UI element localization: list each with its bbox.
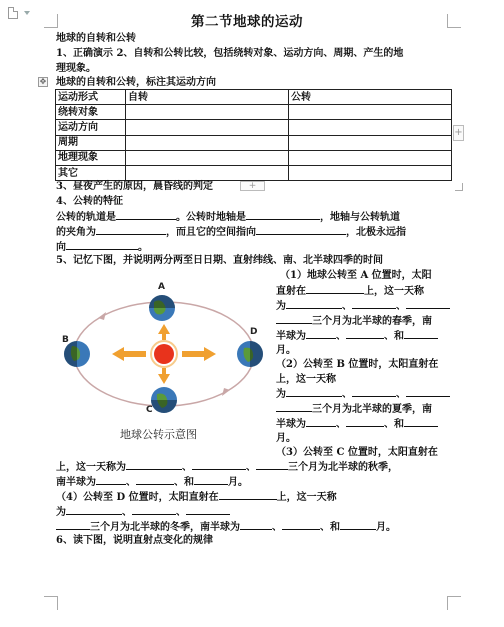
table-row-label[interactable]: 绕转对象 [56, 105, 126, 120]
arrow-left-icon [112, 347, 146, 361]
part-4-line-2: 为 、 、 [56, 504, 230, 520]
earth-a-icon [149, 295, 175, 321]
table-row [56, 135, 452, 150]
blank[interactable] [116, 209, 176, 220]
part-3-line-1: （3）公转至 C 位置时，太阳直射在 [276, 447, 438, 458]
blank[interactable] [306, 416, 336, 427]
part-2-line-6: 月。 [276, 433, 296, 444]
part-1-line-5: 半球为 、 、和 [276, 328, 438, 344]
part-2-line-1: （2）公转至 B 位置时，太阳直射在 [276, 359, 439, 370]
table-row [56, 105, 452, 120]
rotation-revolution-table [55, 89, 452, 181]
part-1-line-4: 三个月为北半球的春季，南 [276, 313, 432, 329]
question-6: 6、读下图，说明直射点变化的规律 [56, 535, 213, 546]
label-b: B [62, 335, 69, 345]
arrow-down-icon [158, 368, 170, 384]
section-heading: 地球的自转和公转 [56, 33, 136, 44]
question-4-line-3: 向 。 [56, 239, 148, 255]
arrow-right-icon [182, 347, 216, 361]
blank[interactable] [126, 459, 182, 470]
revolution-diagram [58, 272, 276, 448]
table-intro: 地球的自转和公转，标注其运动方向 [56, 77, 216, 88]
question-4-line-1: 公转的轨道是 。公转时地轴是 ，地轴与公转轨道 [56, 209, 400, 225]
blank[interactable] [240, 519, 272, 530]
blank[interactable] [352, 386, 396, 397]
blank[interactable] [346, 416, 384, 427]
part-2-line-2: 上，这一天称 [276, 374, 336, 385]
blank[interactable] [136, 474, 174, 485]
blank[interactable] [404, 416, 438, 427]
blank[interactable] [340, 519, 376, 530]
blank[interactable] [219, 489, 277, 500]
question-4-line-2: 的夹角为 ，而且它的空间指向 ，北极永远指 [56, 224, 406, 240]
blank[interactable] [246, 209, 320, 220]
table-cell[interactable] [289, 165, 452, 180]
blank[interactable] [66, 239, 138, 250]
part-1-line-2: 直射在 上，这一天称 [276, 283, 424, 299]
blank[interactable] [406, 386, 450, 397]
blank[interactable] [192, 459, 246, 470]
page-title: 第二节地球的运动 [191, 14, 303, 30]
table-header-cell[interactable]: 公转 [289, 90, 452, 105]
table-cell[interactable] [126, 135, 289, 150]
sun-icon [154, 344, 174, 364]
table-row [56, 120, 452, 135]
table-row-label[interactable]: 运动方向 [56, 120, 126, 135]
blank[interactable] [286, 298, 342, 309]
crop-mark-bottom-right [447, 596, 461, 610]
blank[interactable] [66, 504, 122, 515]
table-header-cell[interactable]: 运动形式 [56, 90, 126, 105]
blank[interactable] [96, 474, 126, 485]
add-row-button[interactable]: + [240, 181, 265, 191]
blank[interactable] [404, 328, 438, 339]
crop-mark-bottom-left [44, 596, 58, 610]
table-move-handle[interactable]: ✥ [39, 77, 47, 86]
crop-mark-top-left [44, 14, 58, 28]
blank[interactable] [256, 459, 288, 470]
part-2-line-4: 三个月为北半球的夏季，南 [276, 401, 432, 417]
blank[interactable] [276, 401, 312, 412]
blank[interactable] [194, 474, 228, 485]
table-header-row [56, 90, 452, 105]
blank[interactable] [306, 328, 336, 339]
blank[interactable] [132, 504, 176, 515]
question-5: 5、记忆下图，并说明两分两至日日期、直射纬线、南、北半球四季的时间 [56, 255, 383, 266]
table-row [56, 150, 452, 165]
table-row-label[interactable]: 其它 [56, 165, 126, 180]
blank[interactable] [256, 224, 346, 235]
table-cell[interactable] [289, 120, 452, 135]
part-2-line-3: 为 、 、 [276, 386, 450, 402]
orbit-arrow-icon [98, 312, 106, 320]
document-icon [8, 7, 18, 19]
blank[interactable] [282, 519, 320, 530]
table-row-label[interactable]: 地理现象 [56, 150, 126, 165]
part-4-line-1: （4）公转至 D 位置时，太阳直射在 上，这一天称 [56, 489, 337, 505]
label-d: D [250, 327, 258, 337]
blank[interactable] [306, 283, 364, 294]
table-cell[interactable] [126, 150, 289, 165]
question-3: 3、昼夜产生的原因，晨昏线的判定 [56, 181, 213, 192]
part-1-line-1: （1）地球公转至 A 位置时，太阳 [280, 270, 432, 281]
table-cell[interactable] [289, 150, 452, 165]
table-cell[interactable] [126, 120, 289, 135]
part-2-line-5: 半球为 、 、和 [276, 416, 438, 432]
table-cell[interactable] [289, 105, 452, 120]
dropdown-caret-icon[interactable] [24, 11, 30, 15]
blank[interactable] [352, 298, 396, 309]
earth-c-icon [151, 387, 177, 413]
question-4: 4、公转的特征 [56, 196, 123, 207]
part-1-line-6: 月。 [276, 345, 296, 356]
blank[interactable] [286, 386, 342, 397]
blank[interactable] [96, 224, 166, 235]
table-row-label[interactable]: 周期 [56, 135, 126, 150]
crop-mark-top-right [447, 14, 461, 28]
add-column-button[interactable]: + [453, 125, 464, 141]
part-4-line-3: 三个月为北半球的冬季，南半球为 、 、和 月。 [56, 519, 396, 535]
table-cell[interactable] [289, 135, 452, 150]
blank[interactable] [346, 328, 384, 339]
label-c: C [146, 405, 153, 415]
table-resize-handle[interactable] [455, 183, 463, 191]
arrow-up-icon [158, 324, 170, 340]
blank[interactable] [56, 519, 90, 530]
part-3-line-2: 上，这一天称为 、 、 三个月为北半球的秋季， [56, 459, 398, 475]
diagram-caption: 地球公转示意图 [120, 428, 197, 441]
table-header-cell[interactable]: 自转 [126, 90, 289, 105]
part-3-line-3: 南半球为 、 、和 月。 [56, 474, 248, 490]
table-cell[interactable] [126, 105, 289, 120]
question-1-line-2: 理现象。 [56, 63, 96, 74]
blank[interactable] [276, 313, 312, 324]
revolution-diagram-svg [58, 272, 276, 448]
earth-d-icon [237, 341, 263, 367]
orbit-arrow-icon [222, 388, 230, 396]
part-1-line-3: 为 、 、 [276, 298, 450, 314]
question-1-line-1: 1、正确演示 2、自转和公转比较，包括绕转对象、运动方向、周期、产生的地 [56, 48, 404, 59]
blank[interactable] [406, 298, 450, 309]
blank[interactable] [186, 504, 230, 515]
label-a: A [158, 282, 165, 292]
